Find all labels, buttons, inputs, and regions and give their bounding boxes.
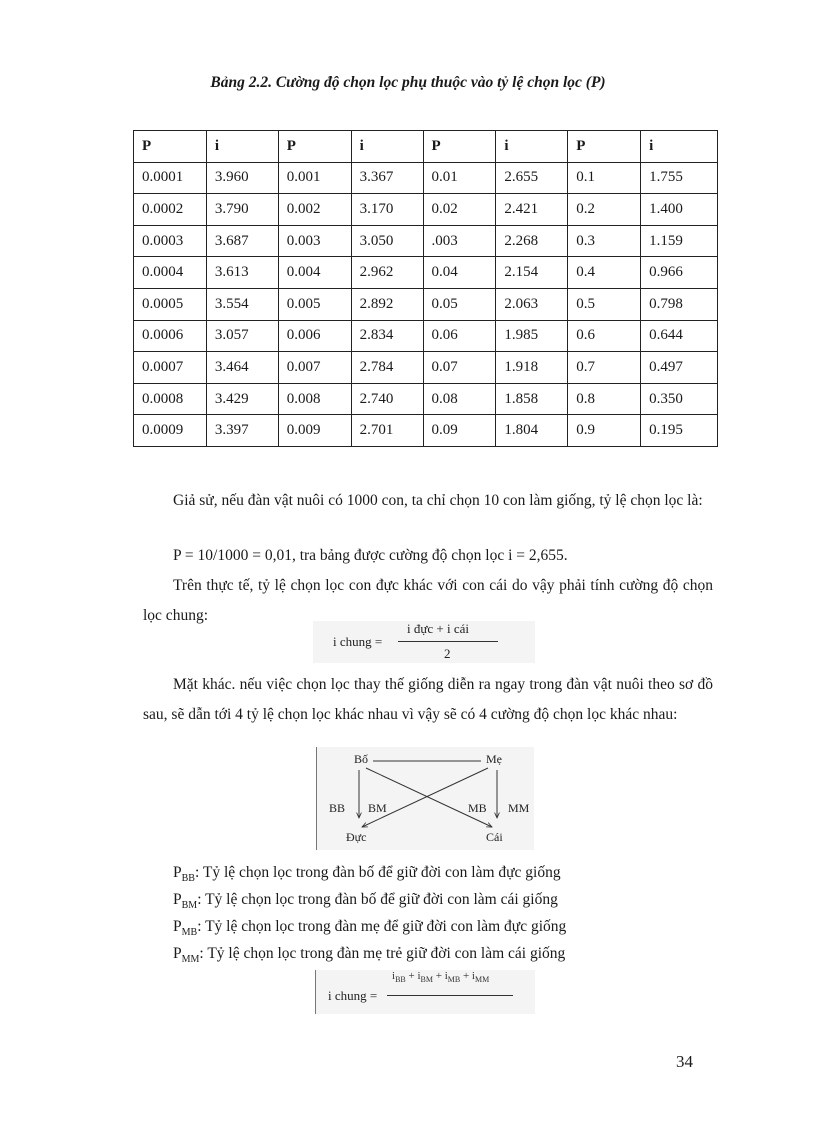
table-cell: 0.0007	[134, 352, 207, 384]
table-cell: 1.985	[496, 320, 568, 352]
table-cell: 0.3	[568, 225, 641, 257]
table-cell: 3.687	[206, 225, 278, 257]
table-cell: 2.655	[496, 162, 568, 194]
paragraph-diagram-intro: Mặt khác. nếu việc chọn lọc thay thế giống diễn ra ngay trong đàn vật nuôi theo sơ đồ sau, sẽ dẫn tới 4 tỷ lệ chọn lọc khác nhau vì vậy sẽ có 4 cường độ chọn lọc khác nhau:	[143, 676, 713, 723]
table-cell: 2.962	[351, 257, 423, 289]
table-cell: 0.005	[278, 288, 351, 320]
paragraph-example: Giả sử, nếu đàn vật nuôi có 1000 con, ta chỉ chọn 10 con làm giống, tỷ lệ chọn lọc là:	[173, 492, 703, 509]
table-cell: 0.07	[423, 352, 496, 384]
diagram-male-label: Đực	[346, 830, 367, 844]
definition-pmb: $P_{MB}$: Tỷ lệ chọn lọc trong đàn mẹ để giữ đời con làm đực giống	[173, 918, 567, 939]
table-cell: 0.1	[568, 162, 641, 194]
table-cell: 0.002	[278, 194, 351, 226]
table-header-cell: i	[641, 131, 718, 163]
diagram-bm-label: BM	[368, 801, 387, 815]
table-cell: 0.644	[641, 320, 718, 352]
table-cell: 2.834	[351, 320, 423, 352]
table-cell: .003	[423, 225, 496, 257]
table-cell: 0.0002	[134, 194, 207, 226]
diagram-arrow-bm	[366, 768, 492, 827]
table-cell: 0.497	[641, 352, 718, 384]
table-cell: 0.5	[568, 288, 641, 320]
table-cell: 1.755	[641, 162, 718, 194]
table-cell: 0.003	[278, 225, 351, 257]
table-cell: 1.159	[641, 225, 718, 257]
table-cell: 3.790	[206, 194, 278, 226]
table-cell: 0.4	[568, 257, 641, 289]
table-cell: 0.7	[568, 352, 641, 384]
diagram-female-label: Cái	[486, 830, 503, 844]
table-cell: 0.008	[278, 383, 351, 415]
table-cell: 0.04	[423, 257, 496, 289]
diagram-mm-label: MM	[508, 801, 530, 815]
table-cell: 2.421	[496, 194, 568, 226]
table-cell: 3.397	[206, 415, 278, 447]
table-cell: 0.001	[278, 162, 351, 194]
table-cell: 0.0005	[134, 288, 207, 320]
table-cell: 0.798	[641, 288, 718, 320]
table-cell: 2.784	[351, 352, 423, 384]
definition-pbm: $P_{BM}$: Tỷ lệ chọn lọc trong đàn bố để giữ đời con làm cái giống	[173, 891, 558, 912]
table-cell: 3.429	[206, 383, 278, 415]
paragraph-general-intensity: Trên thực tế, tỷ lệ chọn lọc con đực khác với con cái do vậy phải tính cường độ chọn lọc chung:	[143, 577, 713, 624]
table-cell: 3.170	[351, 194, 423, 226]
table-cell: 0.8	[568, 383, 641, 415]
page-number: 34	[676, 1052, 693, 1071]
table-cell: 0.08	[423, 383, 496, 415]
table-cell: 2.154	[496, 257, 568, 289]
table-cell: 3.050	[351, 225, 423, 257]
table-cell: 0.195	[641, 415, 718, 447]
definition-pbb: $P_{BB}$: Tỷ lệ chọn lọc trong đàn bố để giữ đời con làm đực giống	[173, 864, 561, 885]
table-cell: 3.464	[206, 352, 278, 384]
formula2-lhs: i chung =	[328, 988, 378, 1003]
table-cell: 2.268	[496, 225, 568, 257]
table-cell: 3.057	[206, 320, 278, 352]
table-cell: 0.02	[423, 194, 496, 226]
formula2-numerator: $i_{BB} + i_{BM} + i_{MB} + i_{MM}$	[392, 970, 490, 985]
formula2-fraction-bar	[387, 995, 513, 996]
definition-pmm: $P_{MM}$: Tỷ lệ chọn lọc trong đàn mẹ trẻ giữ đời con làm cái giống	[173, 945, 566, 966]
table-header-cell: P	[423, 131, 496, 163]
diagram-bb-label: BB	[329, 801, 346, 815]
table-cell: 2.701	[351, 415, 423, 447]
table-header-cell: P	[278, 131, 351, 163]
table-cell: 0.0001	[134, 162, 207, 194]
diagram-arrow-mb	[362, 768, 488, 827]
table-cell: 0.966	[641, 257, 718, 289]
table-cell: 3.554	[206, 288, 278, 320]
table-cell: 0.0008	[134, 383, 207, 415]
table-cell: 3.367	[351, 162, 423, 194]
table-cell: 1.804	[496, 415, 568, 447]
table-cell: 0.009	[278, 415, 351, 447]
table-header-cell: P	[134, 131, 207, 163]
table-cell: 0.0009	[134, 415, 207, 447]
table-cell: 1.918	[496, 352, 568, 384]
table-cell: 0.350	[641, 383, 718, 415]
table-cell: 2.063	[496, 288, 568, 320]
diagram-mb-label: MB	[468, 801, 487, 815]
table-cell: 0.6	[568, 320, 641, 352]
table-cell: 0.2	[568, 194, 641, 226]
table-cell: 0.05	[423, 288, 496, 320]
table-cell: 0.9	[568, 415, 641, 447]
table-cell: 3.960	[206, 162, 278, 194]
table-header-cell: i	[351, 131, 423, 163]
table-cell: 2.892	[351, 288, 423, 320]
table-cell: 0.0004	[134, 257, 207, 289]
table-cell: 0.007	[278, 352, 351, 384]
formula1-denominator: 2	[444, 646, 451, 661]
table-cell: 0.0006	[134, 320, 207, 352]
table-cell: 1.400	[641, 194, 718, 226]
table-caption: Bảng 2.2. Cường độ chọn lọc phụ thuộc vào tỷ lệ chọn lọc (P)	[210, 74, 606, 91]
table-cell: 0.004	[278, 257, 351, 289]
diagram-mother-label: Mẹ	[486, 752, 502, 766]
formula1-lhs: i chung =	[333, 634, 383, 649]
table-cell: 1.858	[496, 383, 568, 415]
formula1-numerator: i đực + i cái	[407, 621, 470, 636]
table-cell: 3.613	[206, 257, 278, 289]
table-cell: 0.0003	[134, 225, 207, 257]
table-cell: 0.09	[423, 415, 496, 447]
table-header-cell: i	[496, 131, 568, 163]
table-cell: 0.006	[278, 320, 351, 352]
diagram-father-label: Bố	[354, 752, 369, 766]
formula2-left-edge	[315, 970, 316, 1014]
paragraph-calculation: P = 10/1000 = 0,01, tra bảng được cường độ chọn lọc i = 2,655.	[173, 547, 568, 564]
table-cell: 2.740	[351, 383, 423, 415]
table-header-cell: P	[568, 131, 641, 163]
table-cell: 0.01	[423, 162, 496, 194]
table-header-cell: i	[206, 131, 278, 163]
table-cell: 0.06	[423, 320, 496, 352]
